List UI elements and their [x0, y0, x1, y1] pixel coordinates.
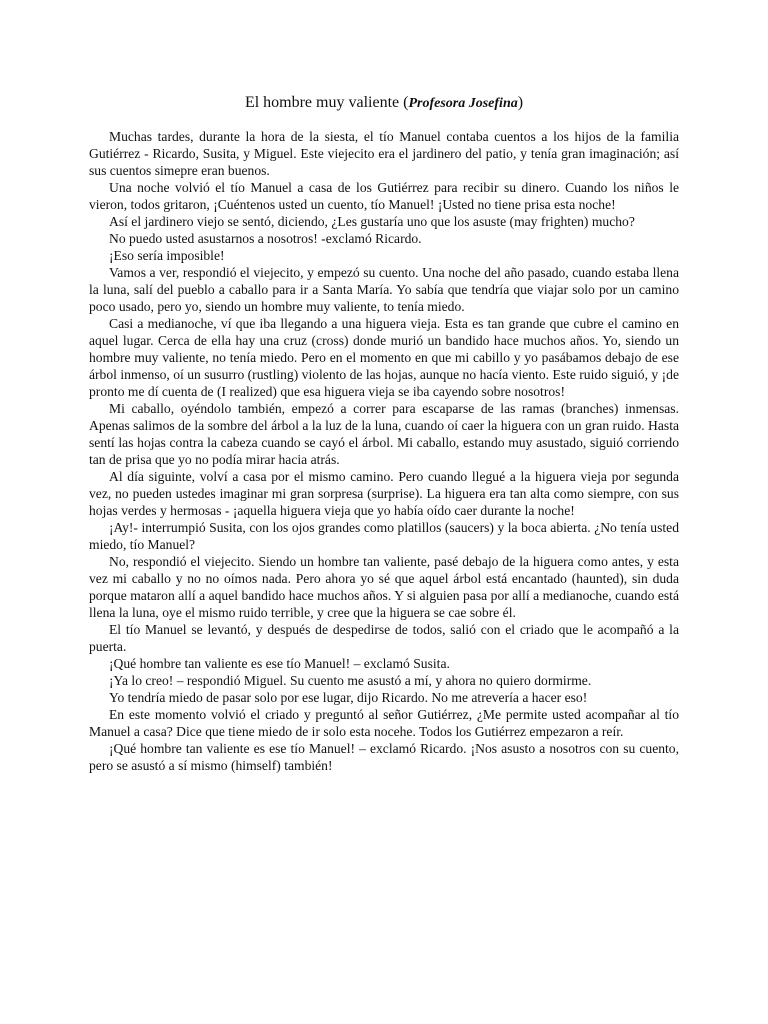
paragraph: No, respondió el viejecito. Siendo un hombre tan valiente, pasé debajo de la higuera como antes, y esta vez mi caballo y no no oímos nada. Pero ahora yo sé que aquel árbol está encantado (haunted), sin duda porque mataron allí a aquel bandido hace muchos años. Y si alguien pasa por allí a medianoche, cuando está llena la luna, oye el mismo ruido terrible, y cree que la higuera se cae sobre él. [89, 554, 679, 620]
paragraph: Al día siguinte, volví a casa por el mismo camino. Pero cuando llegué a la higuera vieja por segunda vez, no pueden ustedes imaginar mi gran sorpresa (surprise). La higuera era tan alta como siempre, con sus hojas verdes y hermosas - ¡aquella higuera vieja que yo había oído caer durante la noche! [89, 469, 679, 518]
document-title [0, 93, 768, 114]
paragraph: ¡Qué hombre tan valiente es ese tío Manuel! – exclamó Ricardo. ¡Nos asusto a nosotros con su cuento, pero se asustó a sí mismo (himself) también! [89, 741, 679, 773]
paragraph: Muchas tardes, durante la hora de la siesta, el tío Manuel contaba cuentos a los hijos de la familia Gutiérrez - Ricardo, Susita, y Miguel. Este viejecito era el jardinero del patio, y tenía gran imaginación; así sus cuentos simepre eran buenos. [89, 129, 679, 178]
paragraph: ¡Ay!- interrumpió Susita, con los ojos grandes como platillos (saucers) y la boca abierta. ¿No tenía usted miedo, tío Manuel? [89, 520, 679, 552]
paragraph: El tío Manuel se levantó, y después de despedirse de todos, salió con el criado que le acompañó a la puerta. [89, 622, 679, 654]
paragraph: ¡Eso sería imposible! [109, 248, 225, 263]
title-text: El hombre muy valiente [244, 94, 400, 111]
paragraph: ¡Qué hombre tan valiente es ese tío Manuel! – exclamó Susita. [109, 656, 450, 671]
author-close-paren: ) [517, 94, 524, 111]
paragraph: En este momento volvió el criado y preguntó al señor Gutiérrez, ¿Me permite usted acompañar al tío Manuel a casa? Dice que tiene miedo de ir solo esta nocehe. Todos los Gutiérrez empezaron a reír. [89, 707, 679, 739]
story-body [89, 128, 679, 774]
paragraph: Una noche volvió el tío Manuel a casa de los Gutiérrez para recibir su dinero. Cuando los niños le vieron, todos gritaron, ¡Cuéntenos usted un cuento, tío Manuel! ¡Usted no tiene prisa esta noche! [89, 180, 679, 212]
paragraph: Mi caballo, oyéndolo también, empezó a correr para escaparse de las ramas (branches) inmensas. Apenas salimos de la sombre del árbol a la luz de la luna, cuando oí caer la higuera con un gran ruido. Hasta sentí las hojas contra la cabeza cuando se cayó el árbol. Mi caballo, estando muy asustado, siguió corriendo tan de prisa que yo no podía mirar hacia atrás. [89, 401, 679, 467]
author-name: Profesora Josefina [408, 96, 518, 111]
paragraph: Vamos a ver, respondió el viejecito, y empezó su cuento. Una noche del año pasado, cuando estaba llena la luna, salí del pueblo a caballo para ir a Santa María. Yo sabía que tendría que viajar solo por un camino poco usado, pero yo, siendo un hombre muy valiente, to tenía miedo. [89, 265, 679, 314]
paragraph: Así el jardinero viejo se sentó, diciendo, ¿Les gustaría uno que los asuste (may frighten) mucho? [109, 214, 635, 229]
paragraph: Casi a medianoche, ví que iba llegando a una higuera vieja. Esta es tan grande que cubre el camino en aquel lugar. Cerca de ella hay una cruz (cross) donde murió un bandido hace muchos años. Yo, siendo un hombre muy valiente, no tenía miedo. Pero en el momento en que mi cabillo y yo pasábamos debajo de ese árbol inmenso, oí un susurro (rustling) violento de las hojas, aunque no hacía viento. Este ruido siguió, y ¡de pronto me dí cuenta de (I realized) que esa higuera vieja se iba cayendo sobre nosotros! [89, 316, 679, 399]
paragraph: Yo tendría miedo de pasar solo por ese lugar, dijo Ricardo. No me atrevería a hacer eso! [109, 690, 588, 705]
paragraph: ¡Ya lo creo! – respondió Miguel. Su cuento me asustó a mí, y ahora no quiero dormirme. [109, 673, 592, 688]
paragraph: No puedo usted asustarnos a nosotros! -exclamó Ricardo. [109, 231, 422, 246]
author-open-paren: ( [403, 94, 409, 111]
